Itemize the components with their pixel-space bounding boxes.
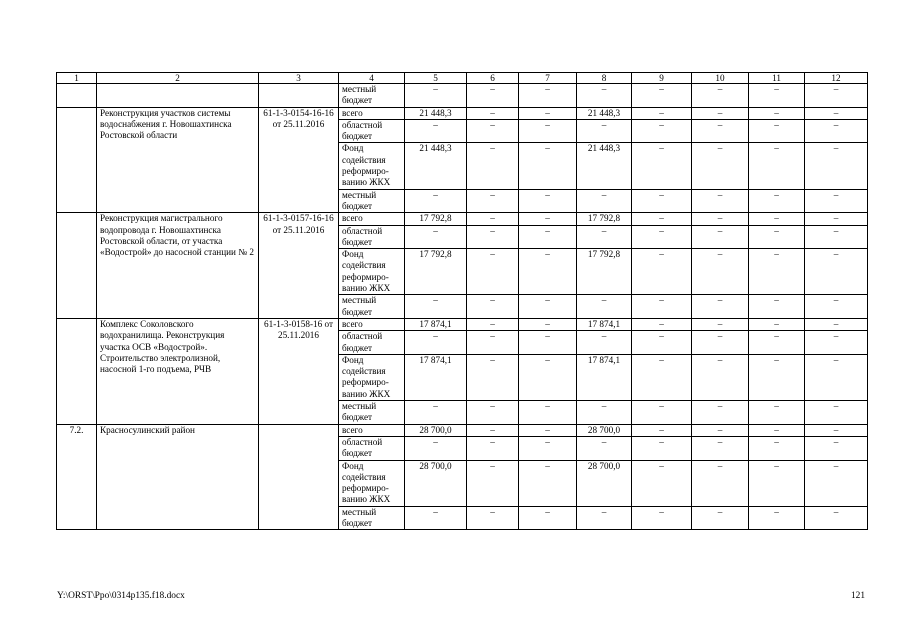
value-cell: – bbox=[467, 424, 519, 436]
value-cell: – bbox=[467, 354, 519, 400]
value-cell: – bbox=[632, 119, 692, 143]
table-row bbox=[57, 424, 868, 436]
value-cell: – bbox=[692, 424, 749, 436]
value-cell: – bbox=[749, 436, 805, 460]
table-row bbox=[57, 213, 868, 225]
value-cell: – bbox=[632, 213, 692, 225]
value-cell: – bbox=[577, 506, 632, 530]
value-cell: – bbox=[467, 436, 519, 460]
value-cell: – bbox=[519, 295, 577, 319]
funding-source-cell: Фонд содействия реформиро-ванию ЖКХ bbox=[339, 143, 405, 189]
value-cell: – bbox=[805, 424, 868, 436]
value-cell: 21 448,3 bbox=[577, 143, 632, 189]
value-cell: 21 448,3 bbox=[405, 143, 467, 189]
value-cell: – bbox=[632, 460, 692, 506]
value-cell: – bbox=[467, 189, 519, 213]
value-cell: – bbox=[692, 249, 749, 295]
value-cell: – bbox=[467, 119, 519, 143]
funding-source-cell: Фонд содействия реформиро-ванию ЖКХ bbox=[339, 354, 405, 400]
value-cell: – bbox=[519, 436, 577, 460]
value-cell: – bbox=[805, 119, 868, 143]
project-name-cell: Комплекс Соколовского водохранилища. Реконструкция участка ОСВ «Водострой». Строительство электролизной, насосной 1-го подъема, РЧВ bbox=[97, 318, 259, 424]
value-cell: 17 874,1 bbox=[405, 354, 467, 400]
value-cell: – bbox=[805, 84, 868, 108]
value-cell: – bbox=[467, 331, 519, 355]
value-cell: – bbox=[692, 119, 749, 143]
value-cell: 17 792,8 bbox=[577, 249, 632, 295]
funding-source-cell: местный бюджет bbox=[339, 189, 405, 213]
value-cell: 17 792,8 bbox=[577, 213, 632, 225]
value-cell: – bbox=[405, 295, 467, 319]
value-cell: 17 792,8 bbox=[405, 249, 467, 295]
column-number-header: 7 bbox=[519, 73, 577, 84]
value-cell: – bbox=[467, 401, 519, 425]
value-cell: – bbox=[692, 401, 749, 425]
value-cell: – bbox=[632, 331, 692, 355]
value-cell: – bbox=[805, 107, 868, 119]
value-cell: – bbox=[519, 84, 577, 108]
value-cell: – bbox=[805, 506, 868, 530]
value-cell: – bbox=[577, 84, 632, 108]
value-cell: – bbox=[632, 225, 692, 249]
funding-source-cell: всего bbox=[339, 318, 405, 330]
value-cell: 28 700,0 bbox=[577, 460, 632, 506]
value-cell: – bbox=[692, 107, 749, 119]
project-code-cell bbox=[259, 84, 339, 108]
funding-source-cell: Фонд содействия реформиро-ванию ЖКХ bbox=[339, 249, 405, 295]
value-cell: – bbox=[749, 249, 805, 295]
value-cell: – bbox=[519, 424, 577, 436]
value-cell: – bbox=[692, 295, 749, 319]
value-cell: – bbox=[405, 506, 467, 530]
column-number-header: 12 bbox=[805, 73, 868, 84]
footer-page-number: 121 bbox=[850, 591, 865, 601]
value-cell: – bbox=[749, 354, 805, 400]
value-cell: – bbox=[577, 331, 632, 355]
value-cell: – bbox=[577, 225, 632, 249]
value-cell: – bbox=[467, 107, 519, 119]
column-number-header: 8 bbox=[577, 73, 632, 84]
value-cell: – bbox=[519, 354, 577, 400]
value-cell: – bbox=[692, 460, 749, 506]
project-code-cell: 61-1-3-0154-16-16 от 25.11.2016 bbox=[259, 107, 339, 213]
table-row bbox=[57, 84, 868, 108]
funding-source-cell: всего bbox=[339, 213, 405, 225]
value-cell: – bbox=[405, 401, 467, 425]
value-cell: – bbox=[519, 506, 577, 530]
value-cell: – bbox=[749, 189, 805, 213]
value-cell: – bbox=[519, 331, 577, 355]
value-cell: – bbox=[467, 506, 519, 530]
value-cell: – bbox=[467, 318, 519, 330]
funding-source-cell: местный бюджет bbox=[339, 295, 405, 319]
value-cell: – bbox=[632, 354, 692, 400]
value-cell: – bbox=[405, 189, 467, 213]
column-number-header: 1 bbox=[57, 73, 97, 84]
value-cell: – bbox=[632, 424, 692, 436]
value-cell: – bbox=[805, 331, 868, 355]
row-number-cell bbox=[57, 318, 97, 424]
funding-source-cell: местный бюджет bbox=[339, 401, 405, 425]
value-cell: – bbox=[749, 424, 805, 436]
table-row bbox=[57, 318, 868, 330]
value-cell: – bbox=[749, 225, 805, 249]
value-cell: – bbox=[632, 436, 692, 460]
value-cell: – bbox=[749, 295, 805, 319]
value-cell: 17 874,1 bbox=[405, 318, 467, 330]
value-cell: 28 700,0 bbox=[577, 424, 632, 436]
value-cell: – bbox=[405, 84, 467, 108]
column-number-header: 10 bbox=[692, 73, 749, 84]
funding-source-cell: областной бюджет bbox=[339, 225, 405, 249]
value-cell: – bbox=[519, 249, 577, 295]
column-number-header: 11 bbox=[749, 73, 805, 84]
value-cell: – bbox=[805, 401, 868, 425]
value-cell: – bbox=[405, 331, 467, 355]
value-cell: – bbox=[805, 295, 868, 319]
value-cell: – bbox=[632, 506, 692, 530]
value-cell: – bbox=[405, 119, 467, 143]
project-code-cell: 61-1-3-0157-16-16 от 25.11.2016 bbox=[259, 213, 339, 319]
value-cell: – bbox=[805, 318, 868, 330]
value-cell: – bbox=[692, 84, 749, 108]
funding-source-cell: Фонд содействия реформиро-ванию ЖКХ bbox=[339, 460, 405, 506]
value-cell: 21 448,3 bbox=[405, 107, 467, 119]
table-row bbox=[57, 107, 868, 119]
value-cell: – bbox=[519, 189, 577, 213]
funding-source-cell: областной бюджет bbox=[339, 436, 405, 460]
value-cell: – bbox=[632, 401, 692, 425]
value-cell: – bbox=[805, 354, 868, 400]
value-cell: – bbox=[749, 460, 805, 506]
section-number-cell: 7.2. bbox=[57, 424, 97, 530]
value-cell: 17 874,1 bbox=[577, 354, 632, 400]
value-cell: – bbox=[467, 84, 519, 108]
value-cell: – bbox=[577, 119, 632, 143]
value-cell: – bbox=[632, 107, 692, 119]
value-cell: 28 700,0 bbox=[405, 424, 467, 436]
value-cell: – bbox=[805, 189, 868, 213]
value-cell: – bbox=[577, 436, 632, 460]
value-cell: – bbox=[632, 295, 692, 319]
value-cell: 17 792,8 bbox=[405, 213, 467, 225]
project-name-cell: Реконструкция участков системы водоснабжения г. Новошахтинска Ростовской области bbox=[97, 107, 259, 213]
funding-source-cell: всего bbox=[339, 107, 405, 119]
value-cell: – bbox=[692, 225, 749, 249]
value-cell: – bbox=[577, 295, 632, 319]
project-name-cell: Реконструкция магистрального водопровода г. Новошахтинска Ростовской области, от участка «Водострой» до насосной станции № 2 bbox=[97, 213, 259, 319]
value-cell: – bbox=[467, 143, 519, 189]
value-cell: – bbox=[467, 225, 519, 249]
column-number-header: 3 bbox=[259, 73, 339, 84]
row-number-cell bbox=[57, 213, 97, 319]
project-name-cell bbox=[97, 84, 259, 108]
column-number-header: 6 bbox=[467, 73, 519, 84]
value-cell: – bbox=[805, 460, 868, 506]
column-number-header: 9 bbox=[632, 73, 692, 84]
value-cell: – bbox=[519, 107, 577, 119]
column-number-header: 4 bbox=[339, 73, 405, 84]
value-cell: – bbox=[519, 460, 577, 506]
value-cell: – bbox=[467, 460, 519, 506]
value-cell: – bbox=[519, 119, 577, 143]
value-cell: – bbox=[519, 318, 577, 330]
value-cell: – bbox=[749, 331, 805, 355]
value-cell: – bbox=[632, 318, 692, 330]
value-cell: – bbox=[749, 401, 805, 425]
section-name-cell: Красносулинский район bbox=[97, 424, 259, 530]
value-cell: – bbox=[749, 318, 805, 330]
value-cell: – bbox=[632, 249, 692, 295]
value-cell: – bbox=[749, 119, 805, 143]
value-cell: – bbox=[467, 249, 519, 295]
value-cell: – bbox=[749, 84, 805, 108]
value-cell: – bbox=[692, 189, 749, 213]
column-number-header: 5 bbox=[405, 73, 467, 84]
value-cell: – bbox=[405, 225, 467, 249]
value-cell: 17 874,1 bbox=[577, 318, 632, 330]
value-cell: – bbox=[692, 318, 749, 330]
value-cell: – bbox=[805, 143, 868, 189]
value-cell: – bbox=[467, 295, 519, 319]
funding-source-cell: местный бюджет bbox=[339, 506, 405, 530]
value-cell: – bbox=[519, 401, 577, 425]
value-cell: – bbox=[749, 213, 805, 225]
value-cell: – bbox=[405, 436, 467, 460]
value-cell: – bbox=[692, 213, 749, 225]
value-cell: – bbox=[692, 436, 749, 460]
value-cell: – bbox=[805, 225, 868, 249]
value-cell: – bbox=[519, 213, 577, 225]
value-cell: – bbox=[467, 213, 519, 225]
value-cell: – bbox=[632, 84, 692, 108]
value-cell: – bbox=[519, 225, 577, 249]
value-cell: – bbox=[805, 436, 868, 460]
funding-source-cell: областной бюджет bbox=[339, 331, 405, 355]
table-header-row bbox=[57, 73, 868, 84]
row-number-cell bbox=[57, 84, 97, 108]
project-code-cell: 61-1-3-0158-16 от 25.11.2016 bbox=[259, 318, 339, 424]
value-cell: – bbox=[805, 213, 868, 225]
value-cell: – bbox=[692, 331, 749, 355]
value-cell: – bbox=[577, 189, 632, 213]
value-cell: – bbox=[692, 143, 749, 189]
footer-file-path: Y:\ORST\Ppo\0314p135.f18.docx bbox=[57, 591, 185, 601]
value-cell: – bbox=[632, 143, 692, 189]
project-code-cell bbox=[259, 424, 339, 530]
value-cell: – bbox=[805, 249, 868, 295]
value-cell: – bbox=[692, 506, 749, 530]
budget-table bbox=[56, 72, 868, 530]
value-cell: – bbox=[519, 143, 577, 189]
value-cell: – bbox=[692, 354, 749, 400]
funding-source-cell: местный бюджет bbox=[339, 84, 405, 108]
value-cell: – bbox=[749, 107, 805, 119]
row-number-cell bbox=[57, 107, 97, 213]
value-cell: – bbox=[577, 401, 632, 425]
value-cell: – bbox=[749, 506, 805, 530]
value-cell: – bbox=[632, 189, 692, 213]
value-cell: 21 448,3 bbox=[577, 107, 632, 119]
column-number-header: 2 bbox=[97, 73, 259, 84]
funding-source-cell: всего bbox=[339, 424, 405, 436]
funding-source-cell: областной бюджет bbox=[339, 119, 405, 143]
value-cell: – bbox=[749, 143, 805, 189]
value-cell: 28 700,0 bbox=[405, 460, 467, 506]
